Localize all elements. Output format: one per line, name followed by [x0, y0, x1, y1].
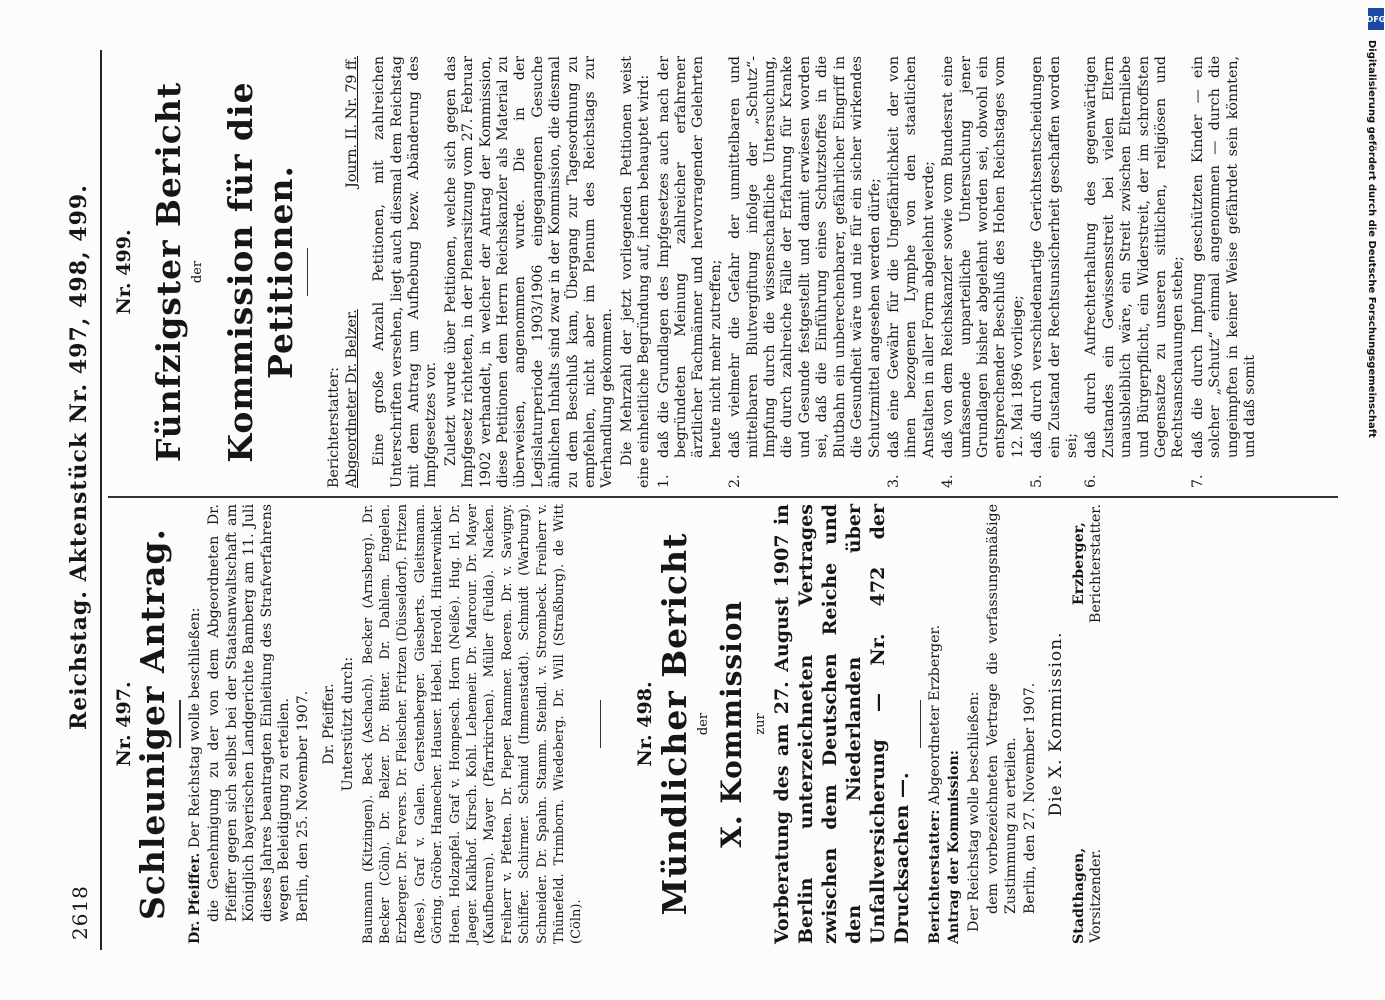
petition-point	[1083, 56, 1187, 488]
petition-point	[656, 56, 726, 488]
doc499-number: Nr. 499.	[113, 229, 135, 315]
petition-point	[886, 56, 938, 488]
petition-point-number: 7.	[1189, 474, 1206, 488]
doc498-rapporteur-name: Erzberger,	[1070, 521, 1087, 606]
petition-point-text: daß die Grundlagen des Impfgesetzes auch nach der begründeten Meinung zahlreicher erfahrener ärztlicher Fachmänner und hervorragender Gelehrten heute nicht mehr zutreffen;	[655, 56, 724, 458]
doc498-signatures	[1071, 504, 1106, 944]
doc497-signer: Dr. Pfeiffer.	[320, 683, 337, 765]
doc499-der: der	[190, 260, 206, 284]
doc498-motion-text: dem vorbezeichneten Vertrage die verfassungsmäßige Zustimmung zu erteilen.	[985, 504, 1019, 914]
doc498-date: Berlin, den 27. November 1907.	[1022, 682, 1039, 914]
doc498-reporter-name: Abgeordneter Erzberger.	[927, 624, 944, 805]
doc499-title: Fünfzigster Bericht	[149, 81, 189, 463]
doc497-title: Schleuniger Antrag.	[133, 527, 173, 921]
left-column	[108, 504, 1106, 944]
doc498-number: Nr. 498.	[634, 681, 657, 767]
doc497-date: Berlin, den 25. November 1907.	[295, 690, 312, 922]
doc498-der: der	[695, 712, 711, 736]
page-number: 2618	[68, 885, 92, 940]
doc498-subject-rule	[920, 700, 922, 748]
doc498-signature-title: Die X. Kommission.	[1045, 631, 1066, 817]
doc499-commission: Kommission für die Petitionen.	[220, 81, 300, 463]
section-separator	[600, 700, 602, 748]
doc499-points-list	[656, 56, 1260, 488]
doc497-number: Nr. 497.	[113, 681, 135, 767]
doc498-zur: zur	[753, 713, 769, 735]
petition-point-text: daß eine Gewähr für die Ungefährlichkeit der von ihnen bezogenen Lymphe von den staatlichen Anstalten in aller Form abgelehnt werde;	[885, 56, 937, 458]
doc499-reporter-block	[326, 56, 361, 488]
doc498-chair	[1071, 848, 1106, 944]
petition-point-number: 4.	[940, 474, 957, 488]
header-title: Reichstag. Aktenstück Nr. 497, 498, 499.	[66, 184, 92, 730]
doc499-title-rule	[307, 248, 309, 296]
column-divider	[108, 496, 1338, 498]
doc499-reporter-name: Abgeordneter Dr. Belzer.	[343, 309, 360, 488]
rotated-document-page	[50, 50, 1360, 950]
petition-point-number: 6.	[1083, 474, 1100, 488]
doc497-lead	[187, 504, 204, 944]
petition-point-number: 5.	[1029, 474, 1046, 488]
petition-point-number: 2.	[727, 474, 744, 488]
petition-point-text: daß die durch Impfung geschützten Kinder — ein solcher „Schutz“ einmal angenommen — durch die ungeimpften in keiner Weise gefährdet sein könnten, und daß somit	[1189, 56, 1259, 458]
petition-point-number: 1.	[655, 474, 672, 488]
doc498-commission: X. Kommission	[715, 600, 749, 848]
petition-point	[940, 56, 1027, 488]
doc497-supporters: Baumann (Kitzingen). Beck (Aschach). Becker (Arnsberg). Dr. Becker (Cöln). Dr. Belzer. Dr. Bitter. Dr. Dahlem. Engelen. Erzberger. Dr. Fervers. Dr. Fleischer. Fritzen (Düsseldorf). Fritzen (Rees). Graf v. Galen. Gerstenberger. Giesberts. Gleitsmann. Göring. Gröber. Hamecher. Hauser. Hebel. Herold. Hinterwinkler. Hoen. Holzapfel. Graf v. Hompesch. Horn (Neiße). Hug. Irl. Dr. Jaeger. Kalkhof. Kirsch. Kohl. Lehemeir. Dr. Marcour. Dr. Mayer (Kaufbeuren). Mayer (Pfarrkirchen). Müller (Fulda). Nacken. Freiherr v. Pfetten. Dr. Pieper. Rammer. Roeren. Dr. v. Savigny. Schiffer. Schirmer. Schmid (Immenstadt). Schmidt (Warburg). Schneider. Dr. Spahn. Stamm. Steindl. v. Strombeck. Freiherr v. Thünefeld. Trimborn. Wiedeberg. Dr. Will (Straßburg). de Witt (Cöln).	[360, 504, 585, 944]
doc497-supported-by: Unterstützt durch:	[340, 656, 357, 792]
doc498-rapporteur	[1071, 504, 1106, 623]
doc498-reporter	[927, 504, 944, 944]
doc499-para2: Zuletzt wurde über Petitionen, welche sich gegen das Impfgesetz richteten, in der Plenarsitzung vom 27. Februar 1902 verhandelt, in welcher der Antrag der Kommission, diese Petitionen dem Herrn Reichskanzler als Material zu überweisen, angenommen wurde. Die in der Legislaturperiode 1903/1906 eingegangenen Gesuche ähnlichen Inhalts sind zwar in der Kommission, die diesmal zu dem Beschluß kam, Übergang zur Tagesordnung zu empfehlen, nicht aber im Plenum des Reichstags zur Verhandlung gekommen.	[442, 56, 616, 488]
petition-point-text: daß durch verschiedenartige Gerichtsentscheidungen ein Zustand der Rechtsunsicherheit geschaffen worden sei;	[1029, 56, 1080, 458]
petition-point-text: daß von dem Reichskanzler sowie vom Bundesrat eine umfassende unparteiliche Untersuchung jener Grundlagen bisher abgelehnt worden sei, obwohl ein entsprechender Beschluß des Hohen Reichstages vom 12. Mai 1896 vorliege;	[940, 56, 1026, 458]
petition-point	[727, 56, 884, 488]
doc499-journal-ref: Journ. II. Nr. 79 ff.	[343, 56, 360, 188]
doc499-reporter-label: Berichterstatter:	[326, 367, 343, 488]
doc498-reporter-label: Berichterstatter:	[927, 809, 944, 944]
doc498-motion-lead: Der Reichstag wolle beschließen:	[965, 691, 982, 932]
doc498-motion-label: Antrag der Kommission:	[946, 749, 963, 944]
doc497-lead-label: Dr. Pfeiffer.	[186, 852, 203, 944]
doc498-subject: Vorberatung des am 27. August 1907 in Berlin unterzeichneten Vertrages zwischen dem Deutschen Reiche und den Niederlanden über Unfallversicherung — Nr. 472 der Drucksachen —.	[770, 504, 913, 944]
doc498-title: Mündlicher Bericht	[654, 532, 694, 916]
doc499-reporter	[326, 309, 361, 488]
dfg-logo: DFG	[1368, 8, 1384, 30]
right-column	[108, 56, 1261, 488]
doc498-chair-role: Vorsitzender.	[1088, 848, 1105, 943]
doc497-lead-text: Der Reichstag wolle beschließen:	[186, 607, 203, 849]
doc498-chair-name: Stadthagen,	[1070, 847, 1087, 944]
petition-point	[1190, 56, 1260, 488]
doc499-para3: Die Mehrzahl der jetzt vorliegenden Petitionen weist eine einheitliche Begründung auf, indem behauptet wird:	[618, 56, 653, 488]
digitization-credit: Digitalisierung gefördert durch die Deutsche Forschungsgemeinschaft	[1366, 40, 1377, 438]
petition-point-text: daß vielmehr die Gefahr der unmittelbaren und mittelbaren Blutvergiftung infolge der „Schutz“-Impfung durch die wissenschaftliche Untersuchung, die durch zahlreiche Fälle der Erfahrung für Kranke und Gesunde festgestellt und damit erwiesen worden sei, daß die Einführung eines Schutzstoffes in die Blutbahn ein unberechenbarer, gefährlicher Eingriff in die Gesundheit wäre und nie für ein sicher wirkendes Schutzmittel angesehen werden dürfe;	[727, 56, 883, 458]
doc499-para1: Eine große Anzahl Petitionen, mit zahlreichen Unterschriften versehen, liegt auch diesmal dem Reichstag mit dem Antrag um Aufhebung bezw. Abänderung des Impfgesetzes vor.	[371, 56, 440, 488]
petition-point-text: daß durch Aufrechterhaltung des gegenwärtigen Zustandes ein Gewissensstreit bei vielen Eltern unausbleiblich wäre, ein Streit zwischen Elternliebe und Bürgerpflicht, ein Widerstreit, der im schroffsten Gegensatze zu unseren sittlichen, religiösen und Rechtsanschauungen stehe;	[1083, 56, 1187, 458]
doc497-resolution: die Genehmigung zu der von dem Abgeordneten Dr. Pfeiffer gegen sich selbst bei der Staatsanwaltschaft am Königlich bayerischen Landgerichte Bamberg am 11. Juli dieses Jahres beantragten Einleitung des Strafverfahrens wegen Beleidigung zu erteilen.	[206, 504, 292, 922]
petition-point-number: 3.	[885, 474, 902, 488]
header-rule	[100, 50, 102, 950]
petition-point	[1029, 56, 1081, 488]
doc497-title-rule	[179, 700, 181, 748]
doc498-rapporteur-role: Berichterstatter.	[1088, 504, 1105, 624]
running-header	[64, 60, 98, 940]
